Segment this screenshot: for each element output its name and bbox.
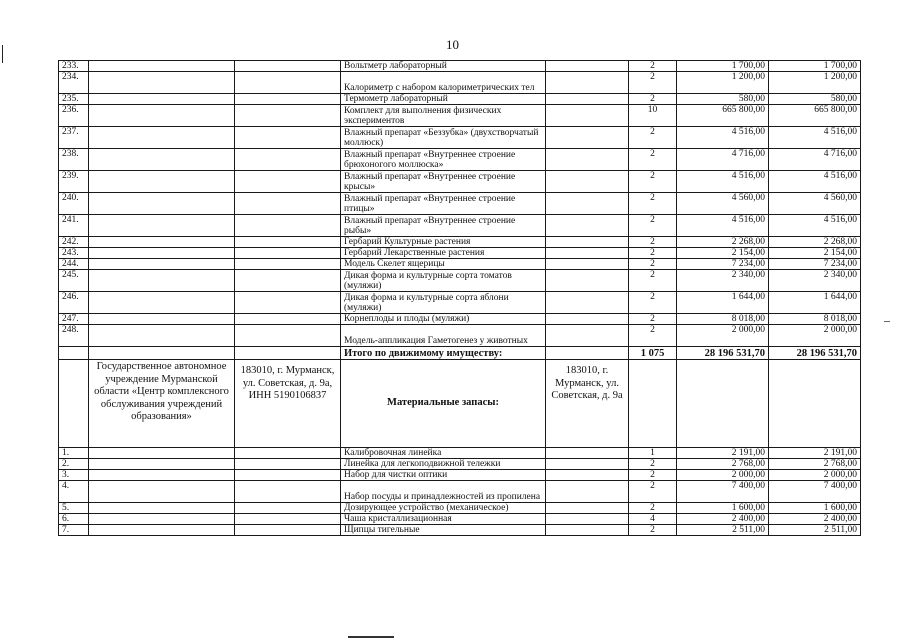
row-item-name: Термометр лабораторный (341, 94, 546, 105)
row-price: 4 516,00 (677, 127, 769, 149)
row-address (235, 525, 341, 536)
table-row (59, 314, 861, 325)
row-institution (89, 270, 235, 292)
table-row (59, 470, 861, 481)
table-row (59, 503, 861, 514)
row-address-2 (546, 459, 629, 470)
row-price: 1 644,00 (677, 292, 769, 314)
rows-block-b (59, 448, 861, 536)
row-institution (89, 459, 235, 470)
row-total: 2 268,00 (769, 237, 861, 248)
row-institution (89, 448, 235, 459)
row-price: 8 018,00 (677, 314, 769, 325)
side-mark (884, 321, 890, 322)
row-number: 247. (59, 314, 89, 325)
row-total: 2 000,00 (769, 325, 861, 347)
row-price: 665 800,00 (677, 105, 769, 127)
row-address (235, 325, 341, 347)
row-price: 2 191,00 (677, 448, 769, 459)
row-address (235, 503, 341, 514)
row-total: 2 000,00 (769, 470, 861, 481)
row-quantity: 2 (629, 503, 677, 514)
row-address (235, 149, 341, 171)
row-total: 1 644,00 (769, 292, 861, 314)
row-quantity: 2 (629, 94, 677, 105)
row-address (235, 514, 341, 525)
row-item-name: Модель-аппликация Гаметогенез у животных (341, 325, 546, 347)
row-address-2 (546, 481, 629, 503)
row-price: 1 600,00 (677, 503, 769, 514)
bottom-mark (348, 636, 394, 638)
page-number: 10 (446, 37, 459, 52)
row-address-2 (546, 215, 629, 237)
row-address-2 (546, 171, 629, 193)
row-item-name: Калориметр с набором калориметрических тел (341, 72, 546, 94)
row-item-name: Комплект для выполнения физических экспериментов (341, 105, 546, 127)
table-row (59, 259, 861, 270)
row-price: 2 511,00 (677, 525, 769, 536)
section-institution: Государственное автономное учреждение Мурманской области «Центр комплексного обслуживания учреждений образования» (89, 360, 235, 448)
row-address-2 (546, 72, 629, 94)
row-address-2 (546, 248, 629, 259)
row-item-name: Влажный препарат «Внутреннее строение птицы» (341, 193, 546, 215)
table-row (59, 292, 861, 314)
row-quantity: 2 (629, 525, 677, 536)
row-quantity: 2 (629, 193, 677, 215)
row-quantity: 2 (629, 259, 677, 270)
row-total: 4 560,00 (769, 193, 861, 215)
row-address (235, 481, 341, 503)
table-row (59, 171, 861, 193)
row-item-name: Набор для чистки оптики (341, 470, 546, 481)
row-number: 6. (59, 514, 89, 525)
row-address-2 (546, 94, 629, 105)
section-address-2: 183010, г. Мурманск, ул. Советская, д. 9а (546, 360, 629, 448)
row-address (235, 193, 341, 215)
row-total: 8 018,00 (769, 314, 861, 325)
row-total: 2 191,00 (769, 448, 861, 459)
row-number: 233. (59, 61, 89, 72)
row-total: 665 800,00 (769, 105, 861, 127)
row-price: 1 700,00 (677, 61, 769, 72)
row-address (235, 292, 341, 314)
row-price: 4 716,00 (677, 149, 769, 171)
row-address-2 (546, 149, 629, 171)
table-row (59, 459, 861, 470)
row-item-name: Влажный препарат «Внутреннее строение рыбы» (341, 215, 546, 237)
row-quantity: 2 (629, 459, 677, 470)
row-institution (89, 259, 235, 270)
row-price: 2 268,00 (677, 237, 769, 248)
row-number: 7. (59, 525, 89, 536)
table-row (59, 193, 861, 215)
section-title: Материальные запасы: (341, 360, 546, 448)
row-address-2 (546, 61, 629, 72)
row-price: 2 000,00 (677, 470, 769, 481)
section-qty-cell (629, 360, 677, 448)
row-institution (89, 171, 235, 193)
row-quantity: 2 (629, 248, 677, 259)
row-institution (89, 503, 235, 514)
section-num-cell (59, 360, 89, 448)
row-address-2 (546, 325, 629, 347)
row-price: 1 200,00 (677, 72, 769, 94)
row-item-name: Влажный препарат «Внутреннее строение крысы» (341, 171, 546, 193)
row-institution (89, 470, 235, 481)
row-institution (89, 72, 235, 94)
row-institution (89, 237, 235, 248)
row-institution (89, 481, 235, 503)
row-total: 4 516,00 (769, 171, 861, 193)
row-address (235, 105, 341, 127)
row-institution (89, 61, 235, 72)
total-price: 28 196 531,70 (677, 347, 769, 360)
row-price: 2 000,00 (677, 325, 769, 347)
table-row (59, 325, 861, 347)
row-item-name: Модель Скелет ящерицы (341, 259, 546, 270)
row-item-name: Корнеплоды и плоды (муляжи) (341, 314, 546, 325)
row-number: 248. (59, 325, 89, 347)
row-item-name: Калибровочная линейка (341, 448, 546, 459)
row-address-2 (546, 525, 629, 536)
row-institution (89, 325, 235, 347)
row-total: 580,00 (769, 94, 861, 105)
row-address-2 (546, 127, 629, 149)
row-total: 4 716,00 (769, 149, 861, 171)
row-quantity: 2 (629, 127, 677, 149)
row-item-name: Влажный препарат «Внутреннее строение брюхоногого моллюска» (341, 149, 546, 171)
row-institution (89, 292, 235, 314)
row-institution (89, 514, 235, 525)
row-number: 236. (59, 105, 89, 127)
row-quantity: 2 (629, 270, 677, 292)
row-item-name: Чаша кристаллизационная (341, 514, 546, 525)
row-item-name: Дикая форма и культурные сорта яблони (муляжи) (341, 292, 546, 314)
row-quantity: 2 (629, 72, 677, 94)
row-number: 246. (59, 292, 89, 314)
row-address (235, 237, 341, 248)
row-total: 2 340,00 (769, 270, 861, 292)
row-total: 4 516,00 (769, 215, 861, 237)
row-item-name: Набор посуды и принадлежностей из пропилена (341, 481, 546, 503)
row-quantity: 2 (629, 61, 677, 72)
row-price: 7 400,00 (677, 481, 769, 503)
row-address-2 (546, 237, 629, 248)
row-institution (89, 193, 235, 215)
total-block (59, 347, 861, 360)
row-number: 241. (59, 215, 89, 237)
row-total: 4 516,00 (769, 127, 861, 149)
row-number: 237. (59, 127, 89, 149)
row-number: 3. (59, 470, 89, 481)
row-address-2 (546, 503, 629, 514)
table-row (59, 94, 861, 105)
row-address (235, 127, 341, 149)
row-price: 2 400,00 (677, 514, 769, 525)
row-price: 2 340,00 (677, 270, 769, 292)
row-institution (89, 94, 235, 105)
row-price: 2 154,00 (677, 248, 769, 259)
row-address (235, 314, 341, 325)
row-address (235, 94, 341, 105)
row-total: 2 511,00 (769, 525, 861, 536)
row-price: 4 516,00 (677, 215, 769, 237)
section-address: 183010, г. Мурманск, ул. Советская, д. 9а, ИНН 5190106837 (235, 360, 341, 448)
table-row (59, 525, 861, 536)
row-number: 4. (59, 481, 89, 503)
table-row (59, 481, 861, 503)
row-institution (89, 127, 235, 149)
row-quantity: 1 (629, 448, 677, 459)
row-number: 5. (59, 503, 89, 514)
section-price-cell (677, 360, 769, 448)
row-address (235, 215, 341, 237)
row-address-2 (546, 470, 629, 481)
row-quantity: 2 (629, 314, 677, 325)
row-address-2 (546, 514, 629, 525)
row-address (235, 448, 341, 459)
row-price: 4 516,00 (677, 171, 769, 193)
row-address (235, 259, 341, 270)
row-quantity: 2 (629, 325, 677, 347)
row-total: 1 700,00 (769, 61, 861, 72)
table-row (59, 237, 861, 248)
row-quantity: 2 (629, 481, 677, 503)
row-address-2 (546, 448, 629, 459)
row-number: 2. (59, 459, 89, 470)
row-address (235, 72, 341, 94)
row-quantity: 4 (629, 514, 677, 525)
row-price: 7 234,00 (677, 259, 769, 270)
table-row (59, 514, 861, 525)
row-address-2 (546, 105, 629, 127)
table-row (59, 72, 861, 94)
table-row (59, 105, 861, 127)
row-quantity: 2 (629, 171, 677, 193)
table-row (59, 215, 861, 237)
row-address-2 (546, 193, 629, 215)
row-total: 1 600,00 (769, 503, 861, 514)
row-item-name: Вольтметр лабораторный (341, 61, 546, 72)
row-address (235, 459, 341, 470)
row-quantity: 2 (629, 292, 677, 314)
row-total: 2 768,00 (769, 459, 861, 470)
row-institution (89, 105, 235, 127)
row-institution (89, 525, 235, 536)
row-item-name: Дозирующее устройство (механическое) (341, 503, 546, 514)
row-quantity: 10 (629, 105, 677, 127)
total-inst-cell (89, 347, 235, 360)
total-row (59, 347, 861, 360)
row-address (235, 248, 341, 259)
row-total: 1 200,00 (769, 72, 861, 94)
row-number: 238. (59, 149, 89, 171)
total-addr-cell (235, 347, 341, 360)
row-item-name: Линейка для легкоподвижной тележки (341, 459, 546, 470)
total-num-cell (59, 347, 89, 360)
table-row (59, 270, 861, 292)
row-price: 580,00 (677, 94, 769, 105)
total-qty: 1 075 (629, 347, 677, 360)
row-item-name: Щипцы тигельные (341, 525, 546, 536)
row-address-2 (546, 259, 629, 270)
rows-block-a (59, 61, 861, 347)
total-addr2-cell (546, 347, 629, 360)
section-header-row (59, 360, 861, 448)
row-institution (89, 248, 235, 259)
row-total: 7 400,00 (769, 481, 861, 503)
row-number: 239. (59, 171, 89, 193)
total-label: Итого по движимому имуществу: (341, 347, 546, 360)
table-row (59, 127, 861, 149)
row-price: 2 768,00 (677, 459, 769, 470)
row-item-name: Гербарий Лекарственные растения (341, 248, 546, 259)
row-institution (89, 314, 235, 325)
row-quantity: 2 (629, 237, 677, 248)
section-block (59, 360, 861, 448)
row-item-name: Влажный препарат «Беззубка» (двухстворчатый моллюск) (341, 127, 546, 149)
row-institution (89, 215, 235, 237)
table-row (59, 448, 861, 459)
row-address-2 (546, 270, 629, 292)
row-quantity: 2 (629, 470, 677, 481)
inventory-table (58, 60, 861, 536)
row-institution (89, 149, 235, 171)
row-quantity: 2 (629, 215, 677, 237)
table-row (59, 248, 861, 259)
row-quantity: 2 (629, 149, 677, 171)
row-address (235, 270, 341, 292)
table-row (59, 61, 861, 72)
total-sum: 28 196 531,70 (769, 347, 861, 360)
section-total-cell (769, 360, 861, 448)
row-number: 240. (59, 193, 89, 215)
row-address (235, 61, 341, 72)
row-number: 1. (59, 448, 89, 459)
row-address-2 (546, 314, 629, 325)
row-total: 2 154,00 (769, 248, 861, 259)
table-row (59, 149, 861, 171)
row-total: 7 234,00 (769, 259, 861, 270)
row-total: 2 400,00 (769, 514, 861, 525)
row-address (235, 171, 341, 193)
row-address (235, 470, 341, 481)
row-number: 244. (59, 259, 89, 270)
row-number: 234. (59, 72, 89, 94)
row-number: 245. (59, 270, 89, 292)
row-number: 242. (59, 237, 89, 248)
row-item-name: Дикая форма и культурные сорта томатов (муляжи) (341, 270, 546, 292)
row-price: 4 560,00 (677, 193, 769, 215)
row-address-2 (546, 292, 629, 314)
row-number: 235. (59, 94, 89, 105)
row-number: 243. (59, 248, 89, 259)
row-item-name: Гербарий Культурные растения (341, 237, 546, 248)
